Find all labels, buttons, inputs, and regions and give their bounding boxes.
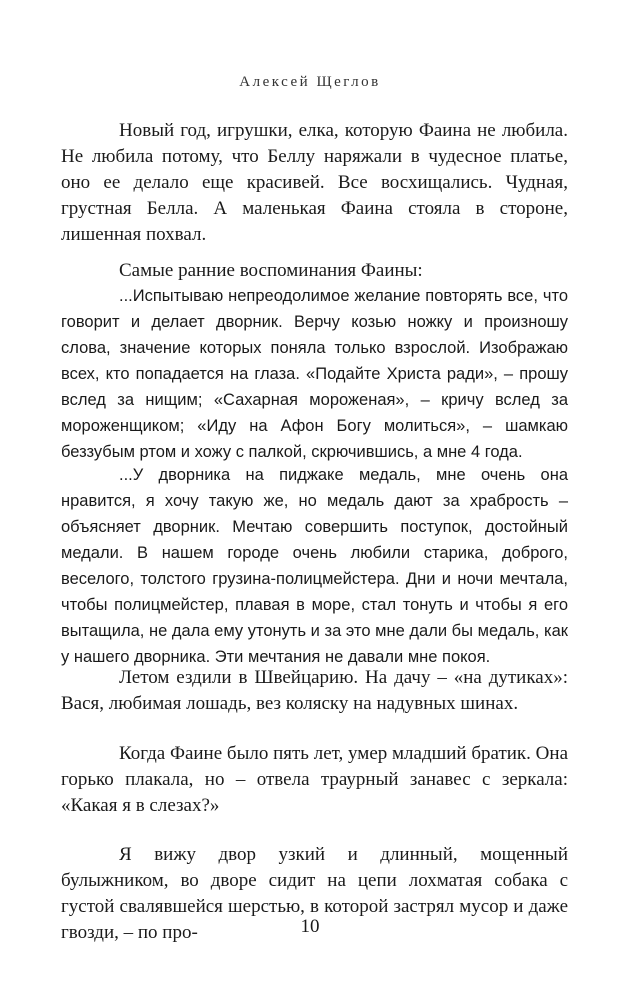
paragraph-earliest-memories-heading: Самые ранние воспоминания Фаины: [119, 260, 423, 281]
paragraph-yard: Я вижу двор узкий и длинный, мощенный булыжником, во дворе сидит на цепи лохматая собака с густой свалявшейся шерстью, в которой застрял мусор и даже гвозди, – по про- [61, 844, 568, 943]
paragraph-new-year: Новый год, игрушки, елка, которую Фаина не любила. Не любила потому, что Беллу наряжали в чудесное платье, оно ее делало еще красивей. Все восхищались. Чудная, грустная Белла. А маленькая Фаина стояла в стороне, лишенная похвал. [61, 120, 568, 245]
page-number: 10 [300, 916, 320, 937]
paragraph-brother: Когда Фаине было пять лет, умер младший братик. Она горько плакала, но – отвела траурный занавес с зеркала: «Какая я в слезах?» [61, 743, 568, 816]
paragraph-switzerland: Летом ездили в Швейцарию. На дачу – «на дутиках»: Вася, любимая лошадь, вез коляску на надувных шинах. [61, 667, 568, 714]
paragraph-memory-janitor: ...Испытываю непреодолимое желание повторять все, что говорит и делает дворник. Верчу козью ножку и произношу слова, значение которых поняла только взрослой. Изображаю всех, кто попадается на глаза. «Подайте Христа ради», – прошу вслед за нищим; «Сахарная мороженая», – кричу вслед за мороженщиком; «Иду на Афон Богу молиться», – шамкаю беззубым ртом и хожу с палкой, скрючившись, а мне 4 года. [61, 287, 568, 461]
paragraph-memory-medal: ...У дворника на пиджаке медаль, мне очень она нравится, я хочу такую же, но медаль дают за храбрость – объясняет дворник. Мечтаю совершить поступок, достойный медали. В нашем городе очень любили старика, доброго, веселого, толстого грузина-полицмейстера. Дни и ночи мечтала, чтобы полицмейстер, плавая в море, стал тонуть и чтобы я его вытащила, не дала ему утонуть и за это мне дали бы медаль, как у нашего дворника. Эти мечтания не давали мне покоя. [61, 466, 568, 666]
running-header: Алексей Щеглов [239, 74, 381, 90]
